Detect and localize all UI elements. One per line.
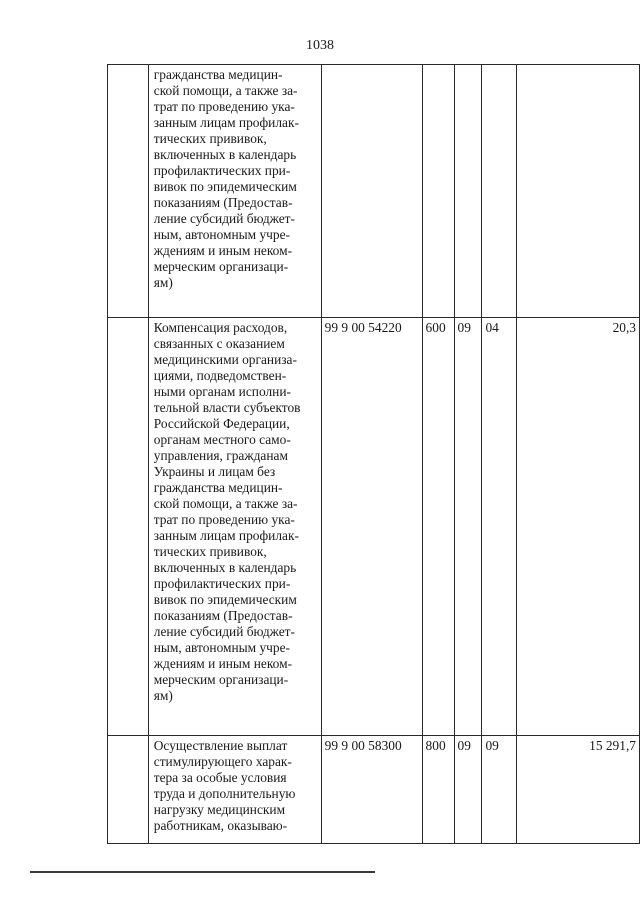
- item-name-line: мерческим организаци-: [153, 672, 289, 687]
- budget-code-cell: 99 9 00 58300: [321, 736, 422, 844]
- item-name-cell: [148, 65, 321, 318]
- table-body: [108, 65, 640, 844]
- budget-code-cell: 99 9 00 54220: [321, 318, 422, 736]
- item-name-line: ным, автономным учре-: [153, 227, 290, 242]
- item-name-line: связанных с оказанием: [153, 336, 285, 351]
- item-name-line: ждениям и иным неком-: [153, 656, 293, 671]
- item-name-line: медицинскими организа-: [153, 352, 297, 367]
- table-row: [108, 736, 640, 844]
- item-name-line: трат по проведению ука-: [153, 512, 295, 527]
- item-name-cell: [148, 318, 321, 736]
- item-name-line: управления, гражданам: [153, 448, 288, 463]
- item-name-line: ление субсидий бюджет-: [153, 211, 295, 226]
- item-name-line: Украины и лицам без: [153, 464, 276, 479]
- item-name-line: профилактических при-: [153, 163, 291, 178]
- item-name-line: вивок по эпидемическим: [153, 179, 297, 194]
- footer-rule: [30, 871, 375, 873]
- row-number-cell: [108, 65, 149, 318]
- item-name-line: Российской Федерации,: [153, 416, 290, 431]
- subsection-cell: [482, 65, 517, 318]
- item-name-line: занным лицам профилак-: [153, 115, 299, 130]
- budget-code-cell: [321, 65, 422, 318]
- expense-type-cell: [422, 65, 454, 318]
- item-name-line: тера за особые условия: [153, 770, 287, 785]
- amount-cell: 15 291,7: [517, 736, 640, 844]
- item-name-line: включенных в календарь: [153, 147, 297, 162]
- item-name-line: показаниям (Предостав-: [153, 195, 293, 210]
- item-name-cell: [148, 736, 321, 844]
- item-name-line: ление субсидий бюджет-: [153, 624, 295, 639]
- item-name-line: гражданства медицин-: [153, 480, 283, 495]
- section-cell: 09: [454, 318, 482, 736]
- item-name-line: занным лицам профилак-: [153, 528, 299, 543]
- row-number-cell: [108, 318, 149, 736]
- item-name-line: труда и дополнительную: [153, 786, 296, 801]
- budget-table: [107, 64, 640, 844]
- item-name-line: ными органам исполни-: [153, 384, 291, 399]
- section-cell: 09: [454, 736, 482, 844]
- item-name-line: вивок по эпидемическим: [153, 592, 297, 607]
- item-name-line: циями, подведомствен-: [153, 368, 287, 383]
- page-number: 1038: [306, 38, 334, 53]
- item-name-line: тических прививок,: [153, 131, 267, 146]
- item-name-line: нагрузку медицинским: [153, 802, 286, 817]
- subsection-cell: 09: [482, 736, 517, 844]
- item-name-line: включенных в календарь: [153, 560, 297, 575]
- item-name-line: стимулирующего харак-: [153, 754, 292, 769]
- item-name-line: ской помощи, а также за-: [153, 496, 298, 511]
- item-name-line: ным, автономным учре-: [153, 640, 290, 655]
- item-name-line: гражданства медицин-: [153, 67, 283, 82]
- expense-type-cell: 600: [422, 318, 454, 736]
- item-name-line: показаниям (Предостав-: [153, 608, 293, 623]
- item-name-line: работникам, оказываю-: [153, 818, 288, 833]
- expense-type-cell: 800: [422, 736, 454, 844]
- item-name-line: Осуществление выплат: [153, 738, 288, 753]
- amount-cell: [517, 65, 640, 318]
- item-name-line: трат по проведению ука-: [153, 99, 295, 114]
- item-name-line: Компенсация расходов,: [153, 320, 288, 335]
- item-name-line: тических прививок,: [153, 544, 267, 559]
- item-name-line: тельной власти субъектов: [153, 400, 301, 415]
- item-name-line: ждениям и иным неком-: [153, 243, 293, 258]
- item-name-line: профилактических при-: [153, 576, 291, 591]
- section-cell: [454, 65, 482, 318]
- item-name-line: ской помощи, а также за-: [153, 83, 298, 98]
- table-row: [108, 318, 640, 736]
- item-name-line: ям): [153, 275, 173, 290]
- item-name-line: органам местного само-: [153, 432, 291, 447]
- subsection-cell: 04: [482, 318, 517, 736]
- amount-cell: 20,3: [517, 318, 640, 736]
- table-row: [108, 65, 640, 318]
- row-number-cell: [108, 736, 149, 844]
- item-name-line: ям): [153, 688, 173, 703]
- item-name-line: мерческим организаци-: [153, 259, 289, 274]
